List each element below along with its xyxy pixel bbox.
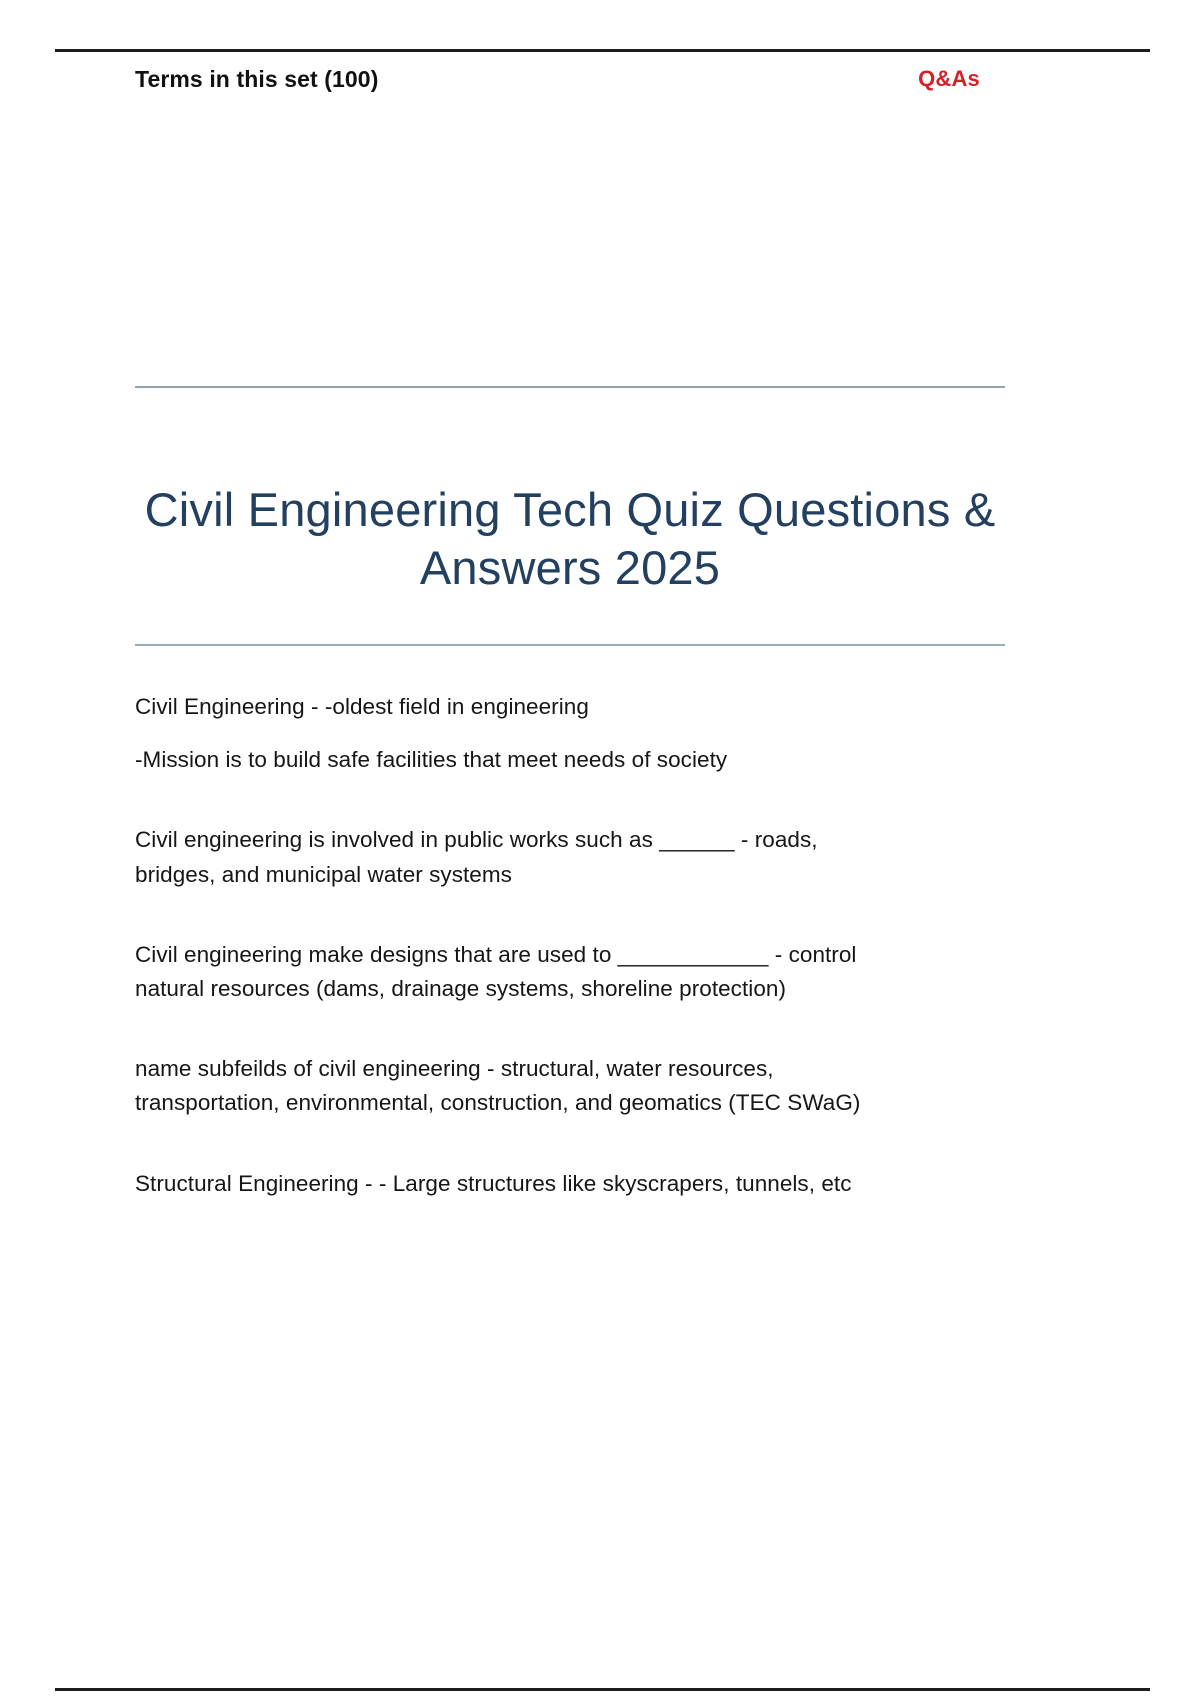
- page-title: Civil Engineering Tech Quiz Questions & Answers 2025: [144, 483, 996, 594]
- qa-block: [135, 823, 1015, 891]
- qa-line: name subfeilds of civil engineering - structural, water resources,: [135, 1056, 774, 1082]
- qas-badge: Q&As: [918, 66, 980, 91]
- qa-line: Civil Engineering - -oldest field in engineering: [135, 694, 589, 719]
- qa-block: [135, 938, 1015, 1006]
- qa-line: -Mission is to build safe facilities that meet needs of society: [135, 747, 728, 773]
- qa-block: [135, 690, 1015, 777]
- qa-block: [135, 1167, 1015, 1201]
- terms-count-label: Terms in this set (100): [135, 66, 379, 92]
- title-bottom-rule: [135, 644, 1005, 646]
- qa-block: [135, 1052, 1015, 1120]
- qa-line: transportation, environmental, construction, and geomatics (TEC SWaG): [135, 1090, 861, 1116]
- bottom-divider-rule: [55, 1688, 1150, 1691]
- top-divider-rule: [55, 49, 1150, 52]
- qa-line: Civil engineering make designs that are used to ____________ - control: [135, 941, 857, 967]
- qa-line: natural resources (dams, drainage systems, shoreline protection): [135, 975, 786, 1001]
- qa-line: bridges, and municipal water systems: [135, 861, 512, 887]
- page-header: [135, 66, 1015, 106]
- title-top-rule: [135, 386, 1005, 388]
- qa-line: Structural Engineering - - Large structures like skyscrapers, tunnels, etc: [135, 1170, 852, 1196]
- title-block: [135, 386, 1005, 646]
- qa-content: [135, 690, 1015, 1247]
- qa-line: Civil engineering is involved in public works such as ______ - roads,: [135, 827, 818, 853]
